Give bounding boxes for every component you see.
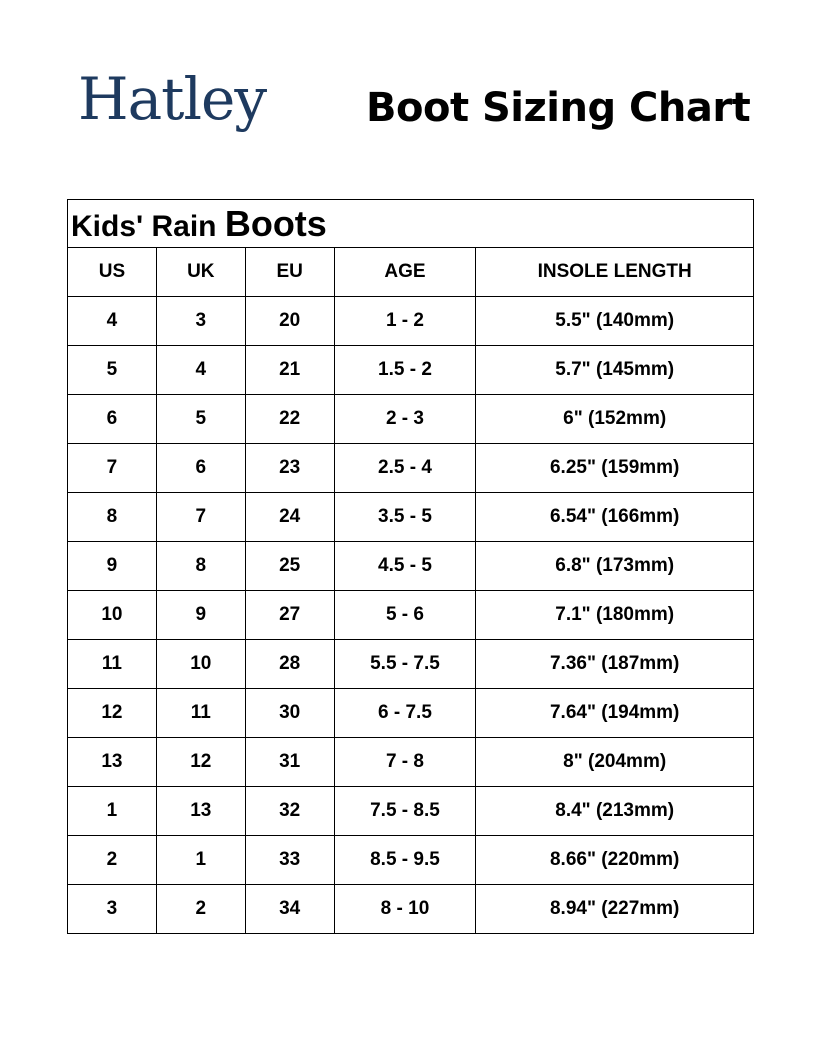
cell-insole-length: 5.7" (145mm) [476,346,754,395]
cell-uk: 3 [156,297,245,346]
cell-us: 1 [68,787,157,836]
table-row [68,542,754,591]
cell-uk: 12 [156,738,245,787]
cell-eu: 32 [245,787,334,836]
table-row [68,787,754,836]
cell-age: 5.5 - 7.5 [334,640,476,689]
cell-age: 4.5 - 5 [334,542,476,591]
cell-eu: 31 [245,738,334,787]
cell-eu: 21 [245,346,334,395]
cell-insole-length: 5.5" (140mm) [476,297,754,346]
table-row [68,836,754,885]
cell-eu: 22 [245,395,334,444]
cell-uk: 1 [156,836,245,885]
cell-eu: 25 [245,542,334,591]
cell-us: 12 [68,689,157,738]
cell-insole-length: 6" (152mm) [476,395,754,444]
cell-uk: 6 [156,444,245,493]
table-row [68,444,754,493]
cell-insole-length: 6.25" (159mm) [476,444,754,493]
cell-age: 2 - 3 [334,395,476,444]
table-row [68,493,754,542]
table-row [68,395,754,444]
cell-uk: 10 [156,640,245,689]
page-title: Boot Sizing Chart [366,85,751,131]
cell-eu: 34 [245,885,334,934]
cell-insole-length: 8" (204mm) [476,738,754,787]
cell-us: 13 [68,738,157,787]
column-header-uk: UK [156,248,245,297]
cell-eu: 23 [245,444,334,493]
cell-insole-length: 8.94" (227mm) [476,885,754,934]
cell-eu: 30 [245,689,334,738]
table-row [68,591,754,640]
cell-us: 10 [68,591,157,640]
cell-age: 7.5 - 8.5 [334,787,476,836]
section-title-suffix: Boots [224,202,327,244]
cell-uk: 9 [156,591,245,640]
cell-uk: 2 [156,885,245,934]
cell-insole-length: 8.4" (213mm) [476,787,754,836]
cell-insole-length: 8.66" (220mm) [476,836,754,885]
cell-eu: 33 [245,836,334,885]
table-row [68,738,754,787]
column-header-eu: EU [245,248,334,297]
cell-us: 8 [68,493,157,542]
cell-uk: 4 [156,346,245,395]
cell-age: 1 - 2 [334,297,476,346]
cell-us: 6 [68,395,157,444]
cell-age: 8.5 - 9.5 [334,836,476,885]
cell-insole-length: 7.64" (194mm) [476,689,754,738]
table-row [68,346,754,395]
table-row [68,689,754,738]
cell-age: 2.5 - 4 [334,444,476,493]
cell-eu: 27 [245,591,334,640]
cell-insole-length: 7.36" (187mm) [476,640,754,689]
cell-uk: 7 [156,493,245,542]
cell-age: 3.5 - 5 [334,493,476,542]
column-header-age: AGE [334,248,476,297]
section-title-row [68,200,754,248]
cell-insole-length: 7.1" (180mm) [476,591,754,640]
cell-age: 5 - 6 [334,591,476,640]
table-row [68,297,754,346]
cell-us: 2 [68,836,157,885]
cell-us: 3 [68,885,157,934]
table-row [68,640,754,689]
section-title-prefix: Kids' Rain [71,209,225,243]
cell-uk: 11 [156,689,245,738]
cell-age: 7 - 8 [334,738,476,787]
cell-eu: 28 [245,640,334,689]
cell-eu: 24 [245,493,334,542]
cell-uk: 8 [156,542,245,591]
boot-size-table [67,199,754,934]
cell-uk: 13 [156,787,245,836]
cell-uk: 5 [156,395,245,444]
section-title [68,200,754,248]
cell-us: 11 [68,640,157,689]
column-header-us: US [68,248,157,297]
table-row [68,885,754,934]
cell-us: 9 [68,542,157,591]
cell-insole-length: 6.8" (173mm) [476,542,754,591]
column-header-insole-length: INSOLE LENGTH [476,248,754,297]
cell-us: 5 [68,346,157,395]
header-row [68,248,754,297]
cell-age: 6 - 7.5 [334,689,476,738]
cell-insole-length: 6.54" (166mm) [476,493,754,542]
cell-age: 1.5 - 2 [334,346,476,395]
cell-eu: 20 [245,297,334,346]
cell-us: 7 [68,444,157,493]
cell-age: 8 - 10 [334,885,476,934]
cell-us: 4 [68,297,157,346]
hatley-logo: Hatley [78,65,267,133]
